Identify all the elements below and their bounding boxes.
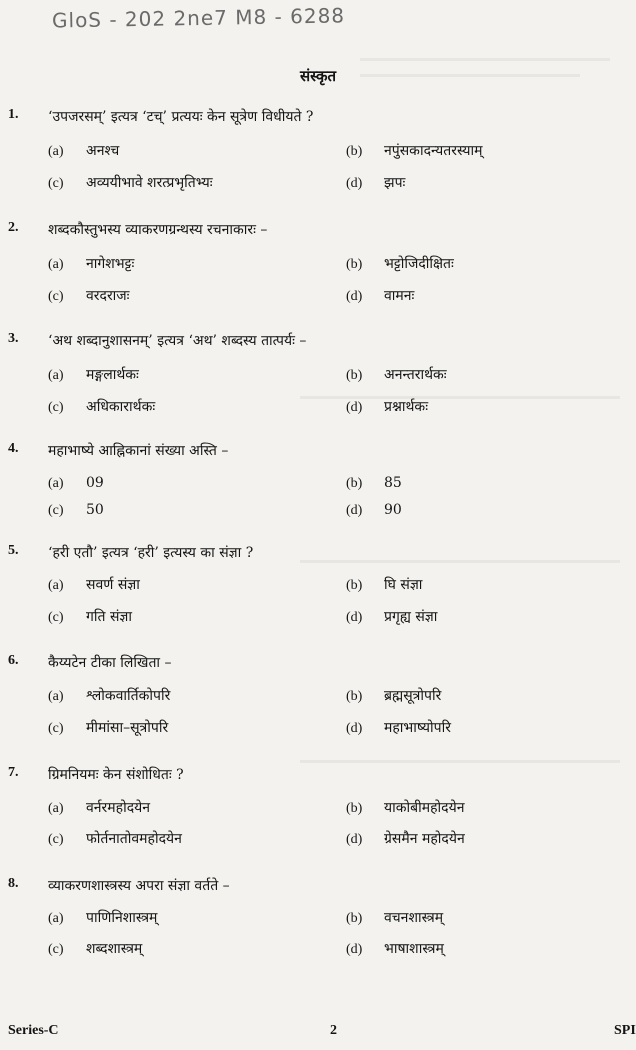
- option-c: (c) मीमांसा–सूत्रोपरि: [48, 720, 169, 736]
- question-text: ‘हरी एतौ’ इत्यत्र ‘हरी’ इत्यस्य का संज्ञा ?: [48, 545, 254, 561]
- option-a: (a) नागेशभट्टः: [48, 256, 135, 272]
- question-text: ग्रिमनियमः केन संशोधितः ?: [48, 767, 184, 783]
- option-a: (a) वर्नरमहोदयेन: [48, 800, 151, 816]
- question-number: 4.: [8, 441, 19, 456]
- question-text: शब्दकौस्तुभस्य व्याकरणग्रन्थस्य रचनाकारः –: [48, 222, 268, 238]
- question-text: ‘उपजरसम्’ इत्यत्र ‘टच्’ प्रत्ययः केन सूत्रेण विधीयते ?: [48, 109, 314, 125]
- bleed-through-line: [300, 760, 620, 763]
- question-text: महाभाष्ये आह्निकानां संख्या अस्ति –: [48, 443, 229, 459]
- bleed-through-line: [360, 58, 610, 61]
- option-a: (a) पाणिनिशास्त्रम्: [48, 910, 158, 926]
- option-c: (c) फोर्तनातोवमहोदयेन: [48, 831, 182, 847]
- question-number: 3.: [8, 331, 19, 346]
- question-number: 1.: [8, 107, 19, 122]
- option-c: (c) वरदराजः: [48, 288, 130, 304]
- option-d: (d) प्रश्नार्थकः: [346, 399, 429, 415]
- option-c: (c) अव्ययीभावे शरत्प्रभृतिभ्यः: [48, 175, 213, 191]
- option-c: (c) गति संज्ञा: [48, 609, 133, 625]
- option-a: (a) सवर्ण संज्ञा: [48, 577, 140, 593]
- series-label: Series-C: [8, 1023, 59, 1038]
- option-b: (b) वचनशास्त्रम्: [346, 910, 444, 926]
- option-b: (b) याकोबीमहोदयेन: [346, 800, 465, 816]
- paper-code: SPI: [614, 1023, 636, 1038]
- handwritten-note: GloS - 202 2ne7 M8 - 6288: [51, 3, 346, 33]
- option-a: (a) श्लोकवार्तिकोपरि: [48, 688, 171, 704]
- option-d: (d) प्रगृह्य संज्ञा: [346, 609, 438, 625]
- question-text: ‘अथ शब्दानुशासनम्’ इत्यत्र ‘अथ’ शब्दस्य तात्पर्यः –: [48, 333, 307, 349]
- option-d: (d) भाषाशास्त्रम्: [346, 941, 444, 957]
- question-number: 2.: [8, 220, 19, 235]
- option-b: (b) घि संज्ञा: [346, 577, 423, 593]
- option-b: (b) 85: [346, 475, 402, 491]
- page-title: संस्कृत: [299, 67, 337, 85]
- option-b: (b) नपुंसकादन्यतरस्याम्: [346, 143, 483, 159]
- question-number: 7.: [8, 765, 19, 780]
- option-d: (d) 90: [346, 502, 402, 518]
- question-text: व्याकरणशास्त्रस्य अपरा संज्ञा वर्तते –: [48, 878, 230, 894]
- question-number: 6.: [8, 653, 19, 668]
- option-b: (b) अनन्तरार्थकः: [346, 367, 447, 383]
- option-c: (c) 50: [48, 502, 104, 518]
- option-a: (a) अनश्च: [48, 143, 120, 159]
- option-c: (c) शब्दशास्त्रम्: [48, 941, 143, 957]
- option-b: (b) भट्टोजिदीक्षितः: [346, 256, 454, 272]
- option-c: (c) अधिकारार्थकः: [48, 399, 156, 415]
- option-d: (d) ग्रेसमैन महोदयेन: [346, 831, 465, 847]
- option-d: (d) वामनः: [346, 288, 415, 304]
- option-a: (a) मङ्गलार्थकः: [48, 367, 139, 383]
- option-d: (d) महाभाष्योपरि: [346, 720, 451, 736]
- option-b: (b) ब्रह्मसूत्रोपरि: [346, 688, 442, 704]
- bleed-through-line: [300, 560, 620, 563]
- question-number: 8.: [8, 876, 19, 891]
- option-d: (d) झपः: [346, 175, 406, 191]
- question-text: कैय्यटेन टीका लिखिता –: [48, 655, 172, 671]
- option-a: (a) 09: [48, 475, 104, 491]
- page-number: 2: [330, 1023, 337, 1038]
- question-number: 5.: [8, 543, 19, 558]
